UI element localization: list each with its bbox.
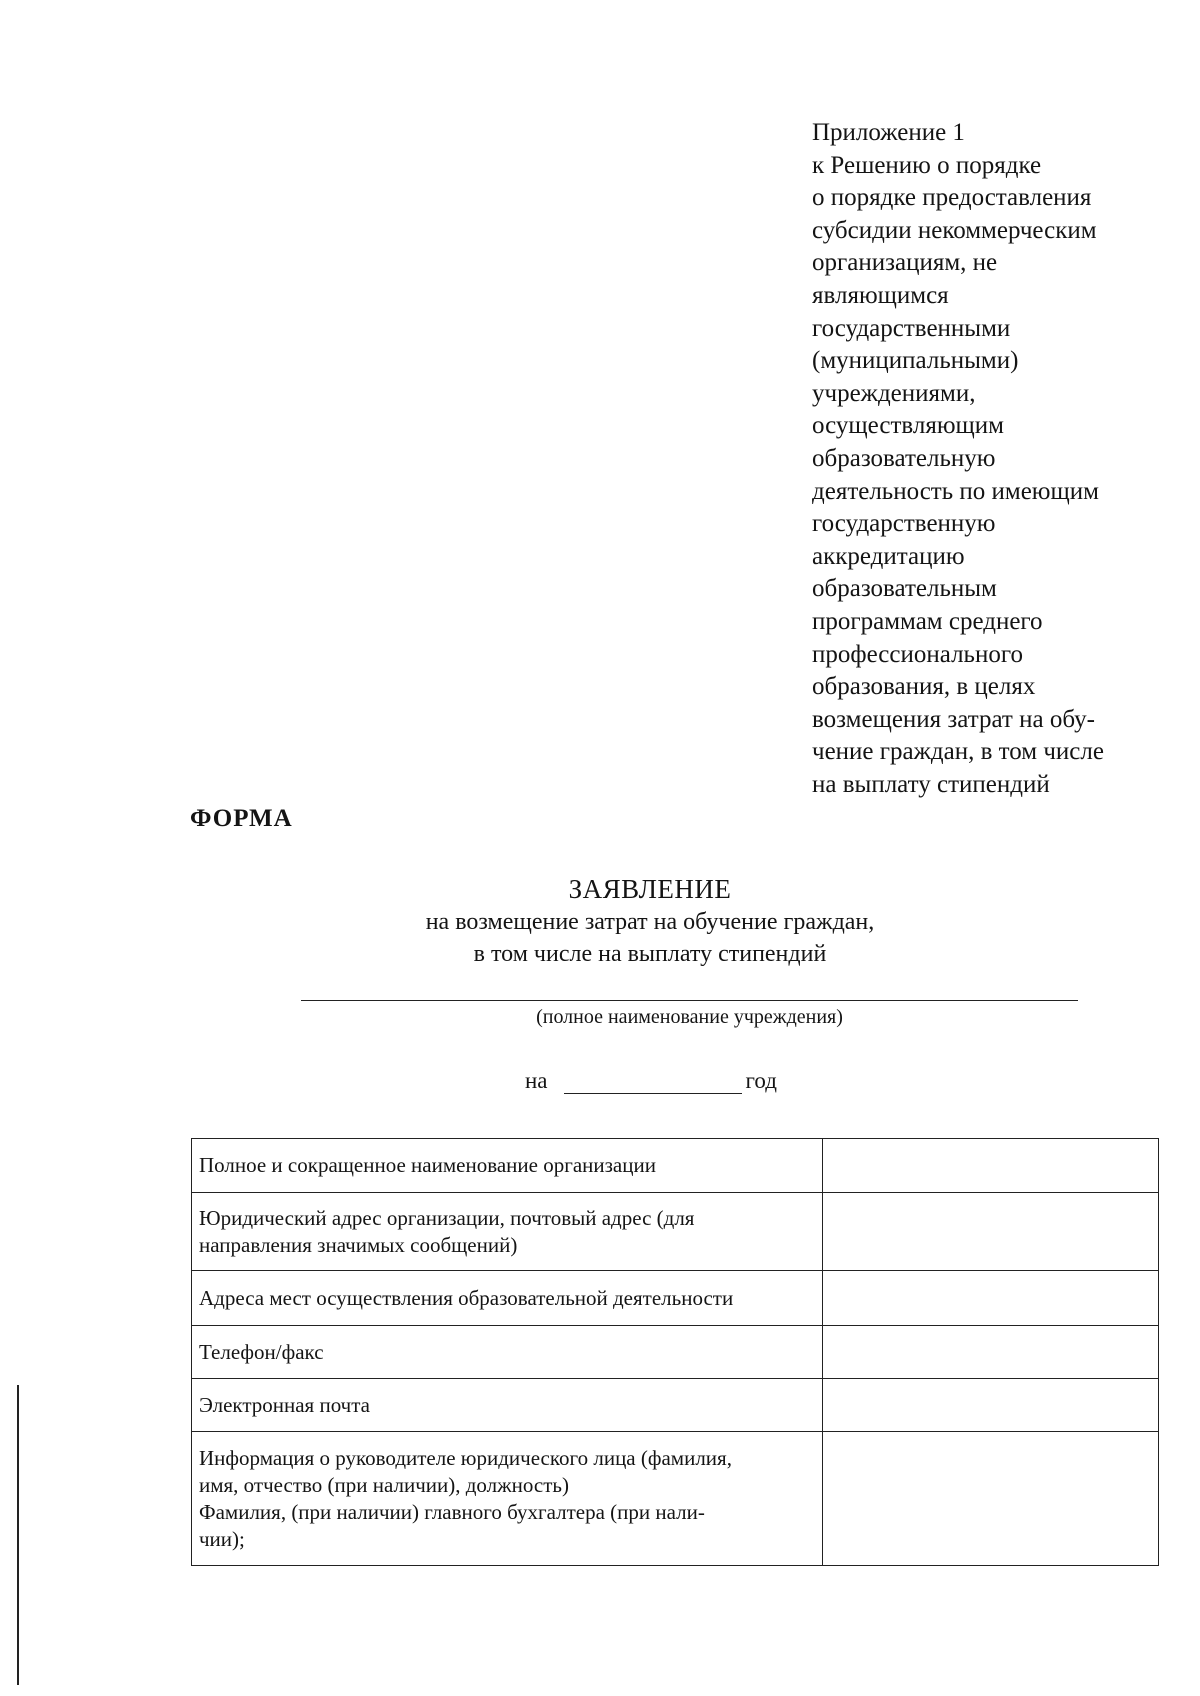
appendix-line: профессионального [812, 640, 1023, 668]
row-label-line: имя, отчество (при наличии), должность) [199, 1472, 569, 1497]
organization-info-table [191, 1138, 1159, 1566]
table-row [192, 1326, 1159, 1379]
row-value-cell[interactable] [822, 1432, 1158, 1566]
row-label [192, 1432, 823, 1566]
row-label-line: чии); [199, 1526, 245, 1551]
row-label [192, 1139, 823, 1193]
row-value-cell[interactable] [822, 1139, 1158, 1193]
row-label [192, 1193, 823, 1271]
appendix-line: образовательную [812, 444, 996, 472]
institution-name-caption: (полное наименование учреждения) [536, 1006, 843, 1028]
row-label-line: Полное и сокращенное наименование организации [199, 1153, 656, 1177]
appendix-line: образования, в целях [812, 673, 1036, 701]
document-title: ЗАЯВЛЕНИЕ [568, 874, 732, 904]
row-label-line: направления значимых сообщений) [199, 1232, 518, 1257]
appendix-note [812, 117, 1172, 801]
row-label [192, 1379, 823, 1432]
appendix-line: аккредитацию [812, 542, 965, 570]
appendix-line: организациям, не [812, 249, 998, 277]
row-value-cell[interactable] [822, 1271, 1158, 1326]
appendix-line: (муниципальными) [812, 347, 1019, 375]
row-value-cell[interactable] [822, 1379, 1158, 1432]
appendix-line: являющимся [812, 281, 949, 309]
year-row [525, 1068, 777, 1094]
scan-edge-line [17, 1385, 19, 1685]
form-label: ФОРМА [190, 805, 293, 832]
row-label-line: Электронная почта [199, 1392, 370, 1417]
appendix-line: чение граждан, в том числе [812, 738, 1104, 766]
appendix-line: к Решению о порядке [812, 151, 1042, 179]
appendix-line: деятельность по имеющим [812, 477, 1099, 505]
row-value-cell[interactable] [822, 1193, 1158, 1271]
year-field[interactable] [564, 1071, 742, 1094]
appendix-line: программам среднего [812, 607, 1043, 635]
table-row [192, 1271, 1159, 1326]
appendix-line: учреждениями, [812, 379, 976, 407]
table-row [192, 1139, 1159, 1193]
row-label-line: Юридический адрес организации, почтовый адрес (для [199, 1205, 695, 1230]
appendix-line: о порядке предоставления [812, 184, 1092, 212]
year-suffix: год [745, 1068, 777, 1093]
row-label-line: Фамилия, (при наличии) главного бухгалтера (при нали- [199, 1499, 705, 1524]
document-subtitle-line: на возмещение затрат на обучение граждан, [425, 909, 875, 935]
row-value-cell[interactable] [822, 1326, 1158, 1379]
row-label [192, 1271, 823, 1326]
table-row [192, 1432, 1159, 1566]
title-block [250, 872, 1050, 970]
table-row [192, 1193, 1159, 1271]
appendix-line: субсидии некоммерческим [812, 216, 1097, 244]
appendix-line: на выплату стипендий [812, 770, 1050, 798]
row-label-line: Информация о руководителе юридического лица (фамилия, [199, 1445, 732, 1470]
appendix-line: государственную [812, 510, 996, 538]
appendix-line: образовательным [812, 575, 997, 603]
document-subtitle-line: в том числе на выплату стипендий [473, 941, 827, 967]
appendix-line: государственными [812, 314, 1011, 342]
institution-name-field[interactable] [301, 1000, 1078, 1001]
table-row [192, 1379, 1159, 1432]
row-label-line: Адреса мест осуществления образовательной деятельности [199, 1285, 734, 1310]
year-prefix: на [525, 1068, 548, 1093]
row-label-line: Телефон/факс [199, 1339, 324, 1364]
appendix-line: осуществляющим [812, 412, 1004, 440]
appendix-line: Приложение 1 [812, 119, 965, 146]
appendix-line: возмещения затрат на обу- [812, 705, 1095, 733]
row-label [192, 1326, 823, 1379]
